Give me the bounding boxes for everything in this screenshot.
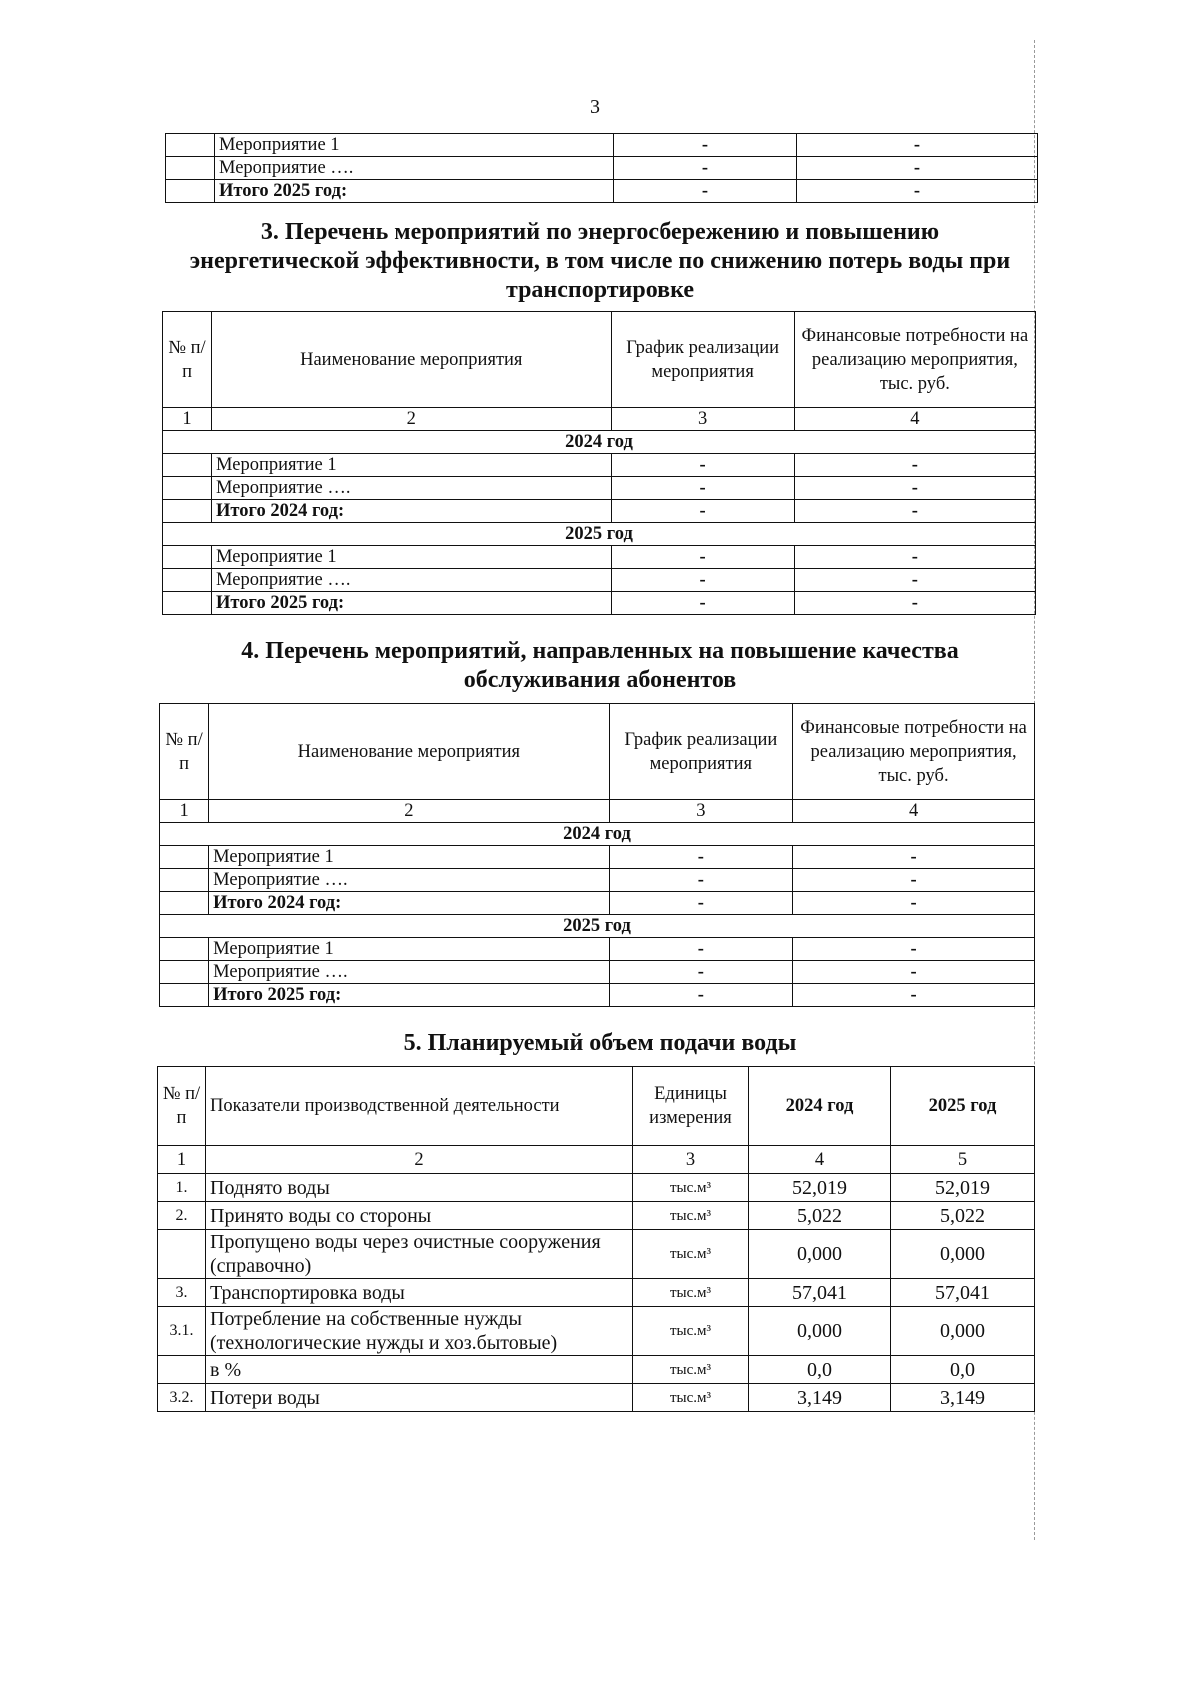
schedule-value: - [609, 892, 793, 915]
indicator-name: Транспортировка воды [206, 1279, 633, 1307]
schedule-value: - [614, 157, 797, 180]
column-number: 1 [163, 408, 212, 431]
table-row [158, 1202, 1035, 1230]
table-row [158, 1279, 1035, 1307]
unit-value: тыс.м³ [633, 1356, 749, 1384]
header-row [160, 704, 1035, 800]
column-number: 4 [749, 1146, 891, 1174]
table-row [160, 938, 1035, 961]
column-number: 1 [160, 800, 209, 823]
table-row [166, 157, 1038, 180]
row-number [158, 1356, 206, 1384]
schedule-header: График реализации мероприятия [609, 704, 793, 800]
indicator-header: Показатели производственной деятельности [206, 1067, 633, 1146]
finance-value: - [794, 546, 1035, 569]
row-number: 2. [158, 1202, 206, 1230]
row-number: 1. [158, 1174, 206, 1202]
value-2024: 0,000 [749, 1307, 891, 1356]
year-2024-header: 2024 год [749, 1067, 891, 1146]
unit-value: тыс.м³ [633, 1174, 749, 1202]
section3-title-line: 3. Перечень мероприятий по энергосбережению и повышению [260, 219, 940, 245]
row-number: 3.1. [158, 1307, 206, 1356]
finance-value: - [793, 892, 1035, 915]
year-row [160, 823, 1035, 846]
schedule-value: - [611, 546, 794, 569]
energy-saving-table [162, 311, 1036, 615]
row-number [166, 134, 215, 157]
column-number: 2 [212, 408, 611, 431]
section3-title [150, 218, 1050, 305]
row-number [163, 500, 212, 523]
table-row [158, 1307, 1035, 1356]
schedule-value: - [609, 846, 793, 869]
activity-name: Итого 2025 год: [215, 180, 614, 203]
schedule-value: - [614, 180, 797, 203]
column-number: 3 [611, 408, 794, 431]
schedule-header: График реализации мероприятия [611, 312, 794, 408]
section5-title: 5. Планируемый объем подачи воды [403, 1030, 797, 1056]
section4-title [150, 637, 1050, 695]
column-number: 1 [158, 1146, 206, 1174]
value-2024: 5,022 [749, 1202, 891, 1230]
year-heading: 2024 год [163, 431, 1036, 454]
year-row [160, 915, 1035, 938]
finance-value: - [794, 477, 1035, 500]
schedule-value: - [609, 984, 793, 1007]
schedule-value: - [611, 454, 794, 477]
name-header: Наименование мероприятия [209, 704, 609, 800]
value-2024: 0,000 [749, 1230, 891, 1279]
unit-header: Единицы измерения [633, 1067, 749, 1146]
schedule-value: - [609, 938, 793, 961]
indicator-name: в % [206, 1356, 633, 1384]
indicator-name: Потери воды [206, 1384, 633, 1412]
activity-name: Мероприятие 1 [209, 938, 609, 961]
table-row [160, 846, 1035, 869]
section3-title-line: транспортировке [506, 277, 694, 303]
schedule-value: - [614, 134, 797, 157]
column-number: 3 [609, 800, 793, 823]
finance-header: Финансовые потребности на реализацию мероприятия, тыс. руб. [794, 312, 1035, 408]
unit-value: тыс.м³ [633, 1384, 749, 1412]
table-row [160, 892, 1035, 915]
activity-name: Мероприятие …. [212, 569, 611, 592]
year-heading: 2025 год [163, 523, 1036, 546]
finance-value: - [793, 846, 1035, 869]
finance-value: - [797, 157, 1038, 180]
unit-value: тыс.м³ [633, 1307, 749, 1356]
year-row [163, 523, 1036, 546]
activity-name: Мероприятие 1 [212, 546, 611, 569]
table-row [158, 1356, 1035, 1384]
column-number: 2 [209, 800, 609, 823]
indicator-name: Потребление на собственные нужды (технологические нужды и хоз.бытовые) [206, 1307, 633, 1356]
value-2025: 3,149 [891, 1384, 1035, 1412]
activity-name: Мероприятие 1 [215, 134, 614, 157]
column-number: 3 [633, 1146, 749, 1174]
table-row [166, 180, 1038, 203]
header-row [163, 312, 1036, 408]
header-row [158, 1067, 1035, 1146]
row-number [163, 569, 212, 592]
activity-name: Мероприятие 1 [212, 454, 611, 477]
value-2024: 57,041 [749, 1279, 891, 1307]
activity-name: Мероприятие …. [215, 157, 614, 180]
table-row [163, 477, 1036, 500]
table-row [163, 546, 1036, 569]
value-2025: 0,000 [891, 1230, 1035, 1279]
schedule-value: - [609, 961, 793, 984]
value-2025: 52,019 [891, 1174, 1035, 1202]
column-number: 2 [206, 1146, 633, 1174]
schedule-value: - [611, 592, 794, 615]
service-quality-table [159, 703, 1035, 1007]
activity-name: Мероприятие …. [209, 961, 609, 984]
activity-name: Итого 2024 год: [212, 500, 611, 523]
indicator-name: Принято воды со стороны [206, 1202, 633, 1230]
column-number: 4 [793, 800, 1035, 823]
section4-title-line: обслуживания абонентов [463, 667, 737, 693]
column-number-row [158, 1146, 1035, 1174]
finance-value: - [794, 569, 1035, 592]
number-header: № п/п [160, 704, 209, 800]
row-number [166, 180, 215, 203]
activity-name: Итого 2025 год: [209, 984, 609, 1007]
unit-value: тыс.м³ [633, 1202, 749, 1230]
value-2024: 0,0 [749, 1356, 891, 1384]
column-number: 5 [891, 1146, 1035, 1174]
activity-name: Мероприятие …. [212, 477, 611, 500]
value-2025: 0,0 [891, 1356, 1035, 1384]
year-row [163, 431, 1036, 454]
table-row [158, 1174, 1035, 1202]
table-row [163, 592, 1036, 615]
row-number [160, 984, 209, 1007]
finance-header: Финансовые потребности на реализацию мероприятия, тыс. руб. [793, 704, 1035, 800]
unit-value: тыс.м³ [633, 1230, 749, 1279]
finance-value: - [794, 500, 1035, 523]
table-row [163, 500, 1036, 523]
value-2024: 3,149 [749, 1384, 891, 1412]
number-header: № п/п [163, 312, 212, 408]
number-header: № п/п [158, 1067, 206, 1146]
schedule-value: - [609, 869, 793, 892]
section4-title-line: 4. Перечень мероприятий, направленных на повышение качества [241, 638, 959, 664]
row-number: 3.2. [158, 1384, 206, 1412]
schedule-value: - [611, 477, 794, 500]
year-2025-header: 2025 год [891, 1067, 1035, 1146]
row-number [160, 938, 209, 961]
column-number-row [160, 800, 1035, 823]
row-number [158, 1230, 206, 1279]
table-row [166, 134, 1038, 157]
table-row [163, 569, 1036, 592]
unit-value: тыс.м³ [633, 1279, 749, 1307]
row-number [160, 869, 209, 892]
table-row [160, 869, 1035, 892]
activity-name: Мероприятие 1 [209, 846, 609, 869]
activity-name: Итого 2025 год: [212, 592, 611, 615]
row-number: 3. [158, 1279, 206, 1307]
table-row [163, 454, 1036, 477]
finance-value: - [793, 869, 1035, 892]
indicator-name: Пропущено воды через очистные сооружения (справочно) [206, 1230, 633, 1279]
row-number [163, 592, 212, 615]
activity-name: Итого 2024 год: [209, 892, 609, 915]
row-number [160, 961, 209, 984]
name-header: Наименование мероприятия [212, 312, 611, 408]
page-number: 3 [590, 96, 600, 118]
row-number [163, 546, 212, 569]
finance-value: - [794, 454, 1035, 477]
value-2025: 0,000 [891, 1307, 1035, 1356]
finance-value: - [793, 984, 1035, 1007]
schedule-value: - [611, 569, 794, 592]
activity-name: Мероприятие …. [209, 869, 609, 892]
section3-title-line: энергетической эффективности, в том числе по снижению потерь воды при [189, 248, 1011, 274]
indicator-name: Поднято воды [206, 1174, 633, 1202]
column-number: 4 [794, 408, 1035, 431]
column-number-row [163, 408, 1036, 431]
row-number [160, 846, 209, 869]
table-row [158, 1230, 1035, 1279]
finance-value: - [794, 592, 1035, 615]
value-2025: 5,022 [891, 1202, 1035, 1230]
row-number [166, 157, 215, 180]
table-row [158, 1384, 1035, 1412]
row-number [163, 477, 212, 500]
activities-table-continued [165, 133, 1038, 203]
value-2024: 52,019 [749, 1174, 891, 1202]
finance-value: - [797, 134, 1038, 157]
row-number [163, 454, 212, 477]
water-supply-table [157, 1066, 1035, 1412]
finance-value: - [797, 180, 1038, 203]
year-heading: 2025 год [160, 915, 1035, 938]
schedule-value: - [611, 500, 794, 523]
table-row [160, 984, 1035, 1007]
table-row [160, 961, 1035, 984]
year-heading: 2024 год [160, 823, 1035, 846]
finance-value: - [793, 938, 1035, 961]
finance-value: - [793, 961, 1035, 984]
value-2025: 57,041 [891, 1279, 1035, 1307]
row-number [160, 892, 209, 915]
